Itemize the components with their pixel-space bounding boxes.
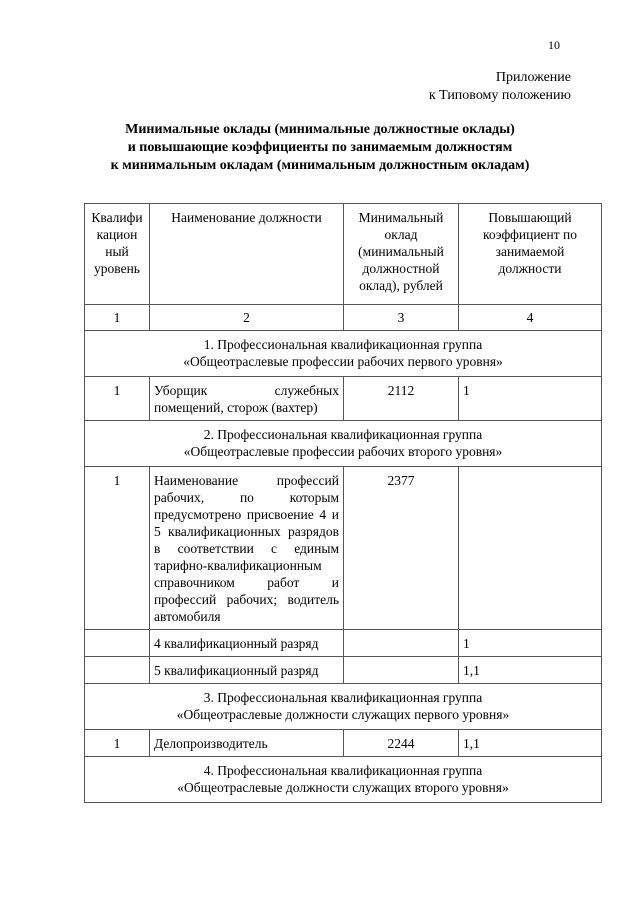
header-coefficient: Повышающий коэффициент по занимаемой должности bbox=[459, 204, 602, 305]
level-cell bbox=[85, 657, 150, 684]
group-heading-1 bbox=[85, 331, 602, 377]
group-row bbox=[85, 331, 602, 377]
position-cell: 5 квалификационный разряд bbox=[150, 657, 344, 684]
position-cell: Делопроизводитель bbox=[150, 730, 344, 757]
position-cell: 4 квалификационный разряд bbox=[150, 630, 344, 657]
coefficient-cell: 1 bbox=[459, 377, 602, 421]
group-heading-line: 2. Профессиональная квалификационная группа bbox=[203, 427, 483, 442]
group-heading-4 bbox=[85, 757, 602, 803]
title-line-3: к минимальным окладам (минимальным должностным окладам) bbox=[110, 158, 530, 173]
position-cell: Наименование профессий рабочих, по которым предусмотрено присвоение 4 и 5 квалификационных разрядов в соответствии с единым тарифно-квалификационным справочником работ и профессий рабочих; водитель автомобиля bbox=[150, 467, 344, 630]
col-number-2: 2 bbox=[150, 305, 344, 331]
table-row bbox=[85, 377, 602, 421]
col-number-3: 3 bbox=[344, 305, 459, 331]
table-row bbox=[85, 730, 602, 757]
coefficient-cell bbox=[459, 467, 602, 630]
group-heading-line: 4. Профессиональная квалификационная группа bbox=[203, 763, 483, 778]
group-heading-line: «Общеотраслевые профессии рабочих первого уровня» bbox=[183, 354, 503, 369]
table-header-row bbox=[85, 204, 602, 305]
group-heading-2 bbox=[85, 421, 602, 467]
level-cell: 1 bbox=[85, 377, 150, 421]
title-line-1: Минимальные оклады (минимальные должностные оклады) bbox=[125, 122, 515, 137]
coefficient-cell: 1 bbox=[459, 630, 602, 657]
col-number-4: 4 bbox=[459, 305, 602, 331]
coefficient-cell: 1,1 bbox=[459, 657, 602, 684]
level-cell: 1 bbox=[85, 730, 150, 757]
appendix-header bbox=[429, 69, 571, 105]
salary-cell: 2112 bbox=[344, 377, 459, 421]
level-cell: 1 bbox=[85, 467, 150, 630]
column-number-row bbox=[85, 305, 602, 331]
salary-cell: 2377 bbox=[344, 467, 459, 630]
salary-cell bbox=[344, 630, 459, 657]
document-title bbox=[70, 121, 570, 175]
page-number: 10 bbox=[548, 38, 560, 52]
group-heading-line: «Общеотраслевые профессии рабочих второго уровня» bbox=[183, 444, 503, 459]
coefficient-cell: 1,1 bbox=[459, 730, 602, 757]
salary-cell bbox=[344, 657, 459, 684]
header-level: Квалифи кацион ный уровень bbox=[85, 204, 150, 305]
salary-cell: 2244 bbox=[344, 730, 459, 757]
table-row bbox=[85, 467, 602, 630]
group-heading-line: 3. Профессиональная квалификационная группа bbox=[203, 690, 483, 705]
group-heading-line: 1. Профессиональная квалификационная группа bbox=[203, 337, 483, 352]
header-salary: Минимальный оклад (минимальный должностной оклад), рублей bbox=[344, 204, 459, 305]
group-row bbox=[85, 421, 602, 467]
group-heading-line: «Общеотраслевые должности служащих первого уровня» bbox=[176, 707, 510, 722]
group-row bbox=[85, 757, 602, 803]
group-heading-3 bbox=[85, 684, 602, 730]
position-cell: Уборщик служебных помещений, сторож (вахтер) bbox=[150, 377, 344, 421]
group-heading-line: «Общеотраслевые должности служащих второго уровня» bbox=[177, 780, 509, 795]
col-number-1: 1 bbox=[85, 305, 150, 331]
group-row bbox=[85, 684, 602, 730]
level-cell bbox=[85, 630, 150, 657]
table-row bbox=[85, 657, 602, 684]
header-position: Наименование должности bbox=[150, 204, 344, 305]
title-line-2: и повышающие коэффициенты по занимаемым должностям bbox=[127, 140, 513, 155]
table-row bbox=[85, 630, 602, 657]
appendix-line-2: к Типовому положению bbox=[428, 88, 571, 103]
salary-table bbox=[84, 203, 602, 803]
appendix-line-1: Приложение bbox=[495, 70, 571, 85]
